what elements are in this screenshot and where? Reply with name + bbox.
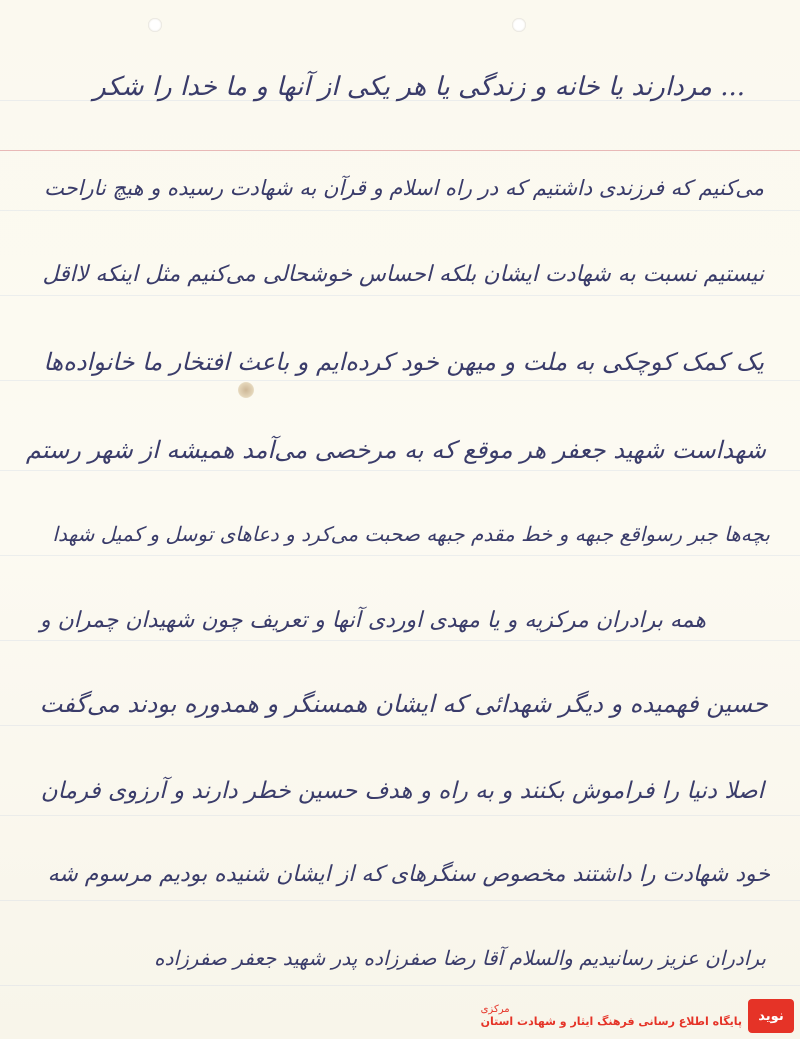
watermark-main: پایگاه اطلاع رسانی فرهنگ ایثار و شهادت استان	[480, 1015, 742, 1028]
letter-line-2: می‌کنیم که فرزندی داشتیم که در راه اسلام و قرآن به شهادت رسیده و هیچ ناراحت	[44, 176, 764, 200]
letter-line-1: ... مردارند یا خانه و زندگی یا هر یکی از آنها و ما خدا را شکر	[93, 72, 745, 102]
watermark-sub: مرکزی	[480, 1004, 510, 1015]
letter-line-4: یک کمک کوچکی به ملت و میهن خود کرده‌ایم و باعث افتخار ما خانواده‌ها	[43, 348, 764, 376]
punch-hole	[148, 18, 162, 32]
punch-hole	[512, 18, 526, 32]
watermark-text-block	[481, 1004, 742, 1028]
ruled-line	[0, 900, 800, 901]
letter-line-11: برادران عزیز رسانیدیم والسلام آقا رضا صفرزاده پدر شهید جعفر صفرزاده	[154, 946, 766, 970]
header-margin-line	[0, 150, 800, 151]
ruled-line	[0, 725, 800, 726]
watermark-logo: نوید	[748, 999, 794, 1033]
letter-line-5: شهداست شهید جعفر هر موقع که به مرخصی می‌آمد همیشه از شهر رستم	[25, 436, 766, 464]
letter-line-6: بچه‌ها جبر رسواقع جبهه و خط مقدم جبهه صحبت می‌کرد و دعاهای توسل و کمیل شهدا	[52, 522, 770, 546]
source-watermark	[481, 999, 794, 1033]
ruled-line	[0, 555, 800, 556]
ruled-line	[0, 640, 800, 641]
ruled-line	[0, 815, 800, 816]
letter-line-10: خود شهادت را داشتند مخصوص سنگرهای که از ایشان شنیده بودیم مرسوم شه	[47, 862, 770, 887]
ruled-line	[0, 380, 800, 381]
letter-line-3: نیستیم نسبت به شهادت ایشان بلکه احساس خوشحالی می‌کنیم مثل اینکه لااقل	[42, 262, 764, 287]
ruled-line	[0, 470, 800, 471]
ruled-line	[0, 985, 800, 986]
ruled-line	[0, 210, 800, 211]
letter-line-9: اصلا دنیا را فراموش بکنند و به راه و هدف حسین خطر دارند و آرزوی فرمان	[40, 778, 764, 804]
ruled-line	[0, 295, 800, 296]
paper-stain	[238, 382, 254, 398]
letter-line-8: حسین فهمیده و دیگر شهدائی که ایشان همسنگر و همدوره بودند می‌گفت	[39, 690, 768, 718]
letter-line-7: همه برادران مرکزیه و یا مهدی اوردی آنها و تعریف چون شهیدان چمران و	[39, 608, 706, 633]
